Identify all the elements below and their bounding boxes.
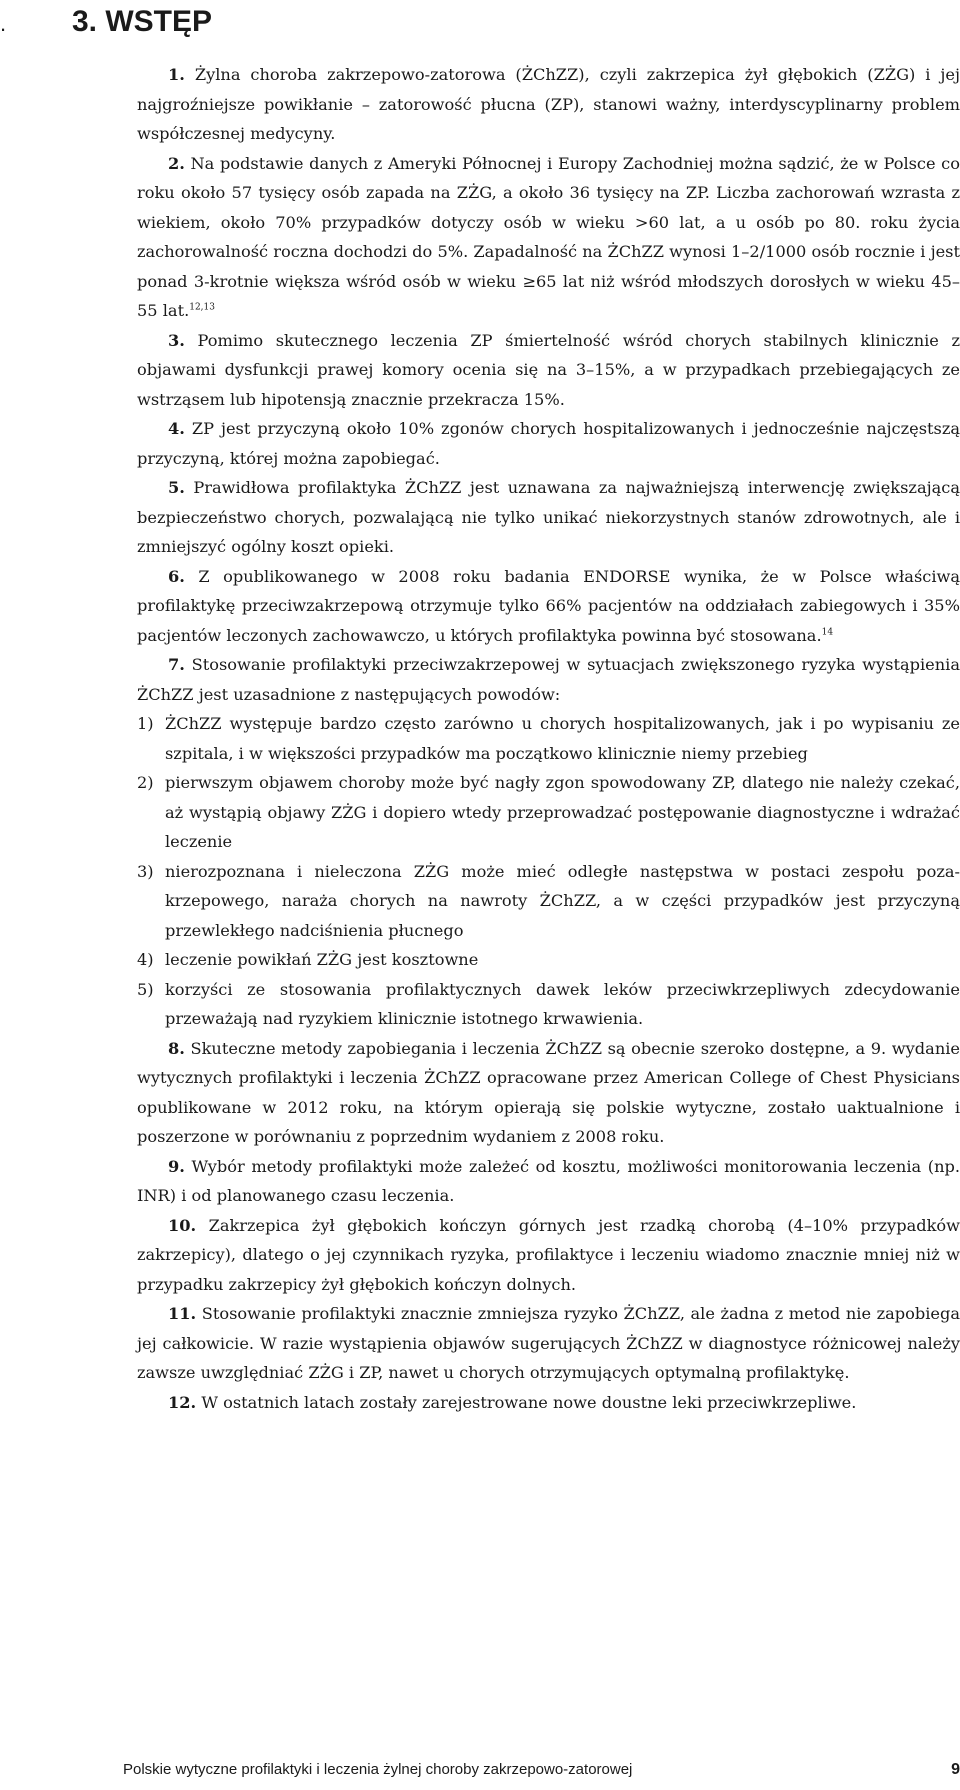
paragraph-text: Żylna choroba zakrzepowo-zatorowa (ŻChZZ), czyli zakrzepica żył głębokich (ZŻG) i jej najgroźniejsze powikłanie – zatorowość płucna (ZP), stanowi ważny, interdyscyplinarny problem współczesnej medycyny.	[137, 65, 960, 143]
list-item-text: korzyści ze stosowania profilaktycznych dawek leków przeciwkrzepliwych zdecydowanie przeważają nad ryzykiem klinicznie istotnego krwawienia.	[165, 979, 960, 1028]
list-item-text: pierwszym objawem choroby może być nagły zgon spowodowany ZP, dlatego nie należy czekać, aż wystąpią objawy ZŻG i dopiero wtedy przeprowadzać postępowanie diagnostyczne i wdrażać leczenie	[165, 773, 960, 851]
paragraph-8	[137, 1034, 960, 1152]
paragraph-6	[137, 562, 960, 651]
list-item	[0, 768, 960, 857]
paragraph-text: ZP jest przyczyną około 10% zgonów chorych hospitalizowanych i jednocześnie najczęstszą przyczyną, której można zapobiegać.	[137, 419, 960, 468]
paragraph-9	[137, 1152, 960, 1211]
list-number: 3)	[137, 861, 154, 881]
paragraph-text: Stosowanie profilaktyki przeciwzakrzepowej w sytuacjach zwiększonego ryzyka wystąpienia ŻChZZ jest uzasadnione z następujących powodów:	[137, 655, 960, 704]
paragraph-number: 4.	[168, 419, 185, 438]
paragraph-number: 9.	[168, 1156, 185, 1176]
paragraph-1	[137, 60, 960, 149]
paragraph-11	[137, 1299, 960, 1388]
list-number: 5)	[137, 979, 154, 999]
paragraph-number: 10.	[168, 1215, 197, 1235]
paragraph-number: 8.	[168, 1038, 185, 1058]
paragraph-number: 6.	[168, 566, 185, 586]
list-item-text: leczenie powikłań ZŻG jest kosztowne	[165, 950, 479, 969]
paragraph-text: Na podstawie danych z Ameryki Północnej i Europy Zachodniej można sądzić, że w Polsce co roku około 57 tysięcy osób zapada na ZŻG, a około 36 tysięcy na ZP. Liczba zachorowań wzrasta z wiekiem, około 70% przypadków dotyczy osób w wieku >60 lat, a u osób po 80. roku życia zachorowalność roczna dochodzi do 5%. Zapadalność na ŻChZZ wynosi 1–2/1000 osób rocznie i jest ponad 3-krotnie większa wśród osób w wieku ≥65 lat niż wśród młodszych dorosłych w wieku 45–55 lat.	[137, 153, 960, 320]
heading-title: 3. WSTĘP	[72, 5, 213, 38]
paragraph-2	[137, 149, 960, 326]
reasons-list	[0, 709, 960, 1034]
paragraph-10	[137, 1211, 960, 1300]
page-number: 9	[951, 1761, 960, 1778]
paragraph-text: Zakrzepica żył głębokich kończyn górnych jest rzadką chorobą (4–10% przypadków zakrzepicy), dlatego o jej czynnikach ryzyka, profilaktyce i leczeniu wiadomo znacznie mniej niż w przypadku zakrzepicy żył głębokich kończyn dolnych.	[137, 1215, 960, 1294]
section-heading	[0, 0, 400, 44]
footer-title: Polskie wytyczne profilaktyki i leczenia żylnej choroby zakrzepowo-zatorowej	[123, 1761, 633, 1778]
paragraph-5	[137, 473, 960, 562]
paragraph-text: Stosowanie profilaktyki znacznie zmniejsza ryzyko ŻChZZ, ale żadna z metod nie zapobiega jej całkowicie. W razie wystąpienia objawów sugerujących ŻChZZ w diagnostyce różnicowej należy zawsze uwzględniać ZŻG i ZP, nawet u chorych otrzymujących optymalną profilaktykę.	[137, 1304, 960, 1382]
paragraph-text: Skuteczne metody zapobiegania i leczenia ŻChZZ są obecnie szeroko dostępne, a 9. wydanie wytycznych profilaktyki i leczenia ŻChZZ opracowane przez American College of Chest Physicians opublikowane w 2012 roku, na którym opierają się polskie wytyczne, zostało uaktualnione i poszerzone w porównaniu z poprzednim wydaniem z 2008 roku.	[137, 1038, 960, 1146]
citation-superscript: 14	[821, 627, 834, 638]
heading-dot: .	[0, 11, 7, 36]
list-item	[0, 709, 960, 768]
paragraph-number: 7.	[168, 655, 185, 674]
paragraph-3	[137, 326, 960, 415]
paragraph-number: 3.	[168, 330, 185, 350]
list-number: 1)	[137, 714, 154, 733]
citation-superscript: 12,13	[189, 302, 215, 313]
paragraph-text: Wybór metody profilaktyki może zależeć od kosztu, możliwości monitorowania leczenia (np. INR) i od planowanego czasu leczenia.	[137, 1156, 960, 1205]
body-text	[137, 60, 960, 1417]
page-footer	[123, 1759, 960, 1781]
paragraph-number: 1.	[168, 65, 185, 84]
list-item-text: nierozpoznana i nieleczona ZŻG może mieć odległe następstwa w postaci zespołu pozakrzepowego, naraża chorych na nawroty ŻChZZ, a w części przypadków jest przyczyną przewlekłego nadciśnienia płucnego	[165, 861, 960, 940]
list-number: 2)	[137, 773, 154, 792]
list-item	[0, 857, 960, 946]
paragraph-7	[137, 650, 960, 709]
list-item-text: ŻChZZ występuje bardzo często zarówno u chorych hospitalizowanych, jak i po wypisaniu ze szpitala, i w większości przypadków ma początkowo klinicznie niemy przebieg	[165, 714, 960, 763]
paragraph-number: 12.	[168, 1392, 197, 1412]
list-item	[0, 975, 960, 1034]
list-item	[0, 945, 960, 975]
paragraph-4	[137, 414, 960, 473]
paragraph-text: Z opublikowanego w 2008 roku badania ENDORSE wynika, że w Polsce właściwą profilaktykę przeciwzakrzepową otrzymuje tylko 66% pacjentów na oddziałach zabiegowych i 35% pacjentów leczonych zachowawczo, u których profilaktyka powinna być stosowana.	[137, 566, 960, 645]
paragraph-number: 11.	[168, 1304, 197, 1323]
paragraph-text: Pomimo skutecznego leczenia ZP śmiertelność wśród chorych stabilnych klinicznie z objawami dysfunkcji prawej komory ocenia się na 3–15%, a w przypadkach przebiegających ze wstrząsem lub hipotensją znacznie przekracza 15%.	[137, 330, 960, 409]
list-number: 4)	[137, 950, 154, 969]
paragraph-number: 5.	[168, 478, 185, 497]
paragraph-text: Prawidłowa profilaktyka ŻChZZ jest uznawana za najważniejszą interwencję zwiększającą bezpieczeństwo chorych, pozwalającą nie tylko unikać niekorzystnych stanów zdrowotnych, ale i zmniejszyć ogólny koszt opieki.	[137, 478, 960, 556]
paragraph-number: 2.	[168, 153, 185, 173]
paragraph-text: W ostatnich latach zostały zarejestrowane nowe doustne leki przeciwkrzepliwe.	[196, 1392, 857, 1412]
paragraph-12	[137, 1388, 960, 1418]
